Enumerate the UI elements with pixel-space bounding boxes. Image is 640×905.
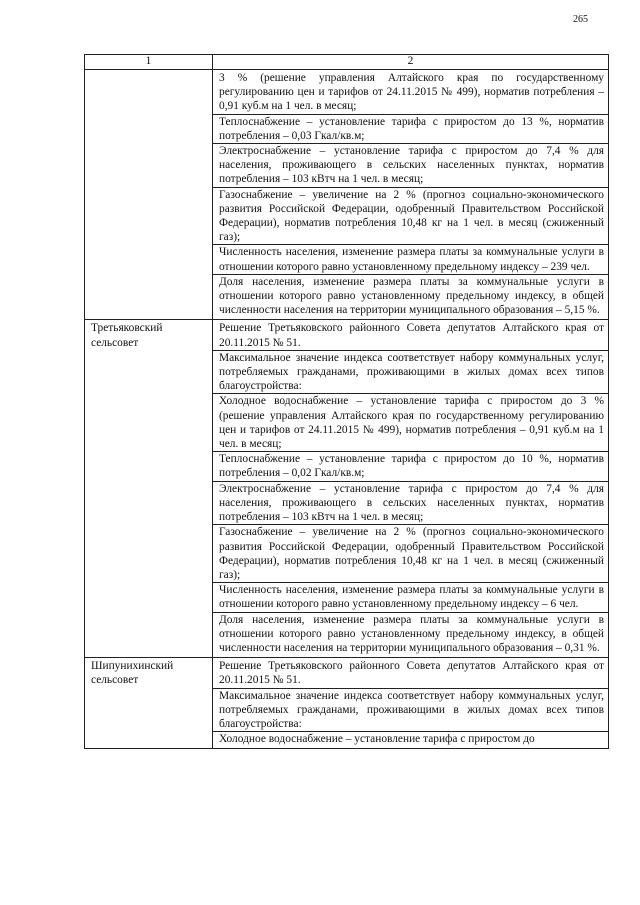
- detail-paragraph: Максимальное значение индекса соответствует набору коммунальных услуг, потребляемых гражданами, проживающими в жилых домах всех типов благоустройства:: [213, 351, 608, 395]
- table-row: [85, 70, 609, 320]
- column-header-1: 1: [85, 55, 213, 70]
- page-number: 265: [573, 14, 588, 25]
- municipality-name: [85, 70, 213, 320]
- detail-paragraph: Максимальное значение индекса соответствует набору коммунальных услуг, потребляемых гражданами, проживающими в жилых домах всех типов благоустройства:: [213, 689, 608, 733]
- detail-paragraph: Теплоснабжение – установление тарифа с приростом до 10 %, норматив потребления – 0,02 Гкал/кв.м;: [213, 452, 608, 481]
- table-row: [85, 658, 609, 749]
- column-header-2: 2: [213, 55, 609, 70]
- detail-paragraph: Электроснабжение – установление тарифа с приростом до 7,4 % для населения, проживающего в сельских населенных пунктах, норматив потребления – 103 кВтч на 1 чел. в месяц;: [213, 144, 608, 188]
- detail-paragraph: Решение Третьяковского районного Совета депутатов Алтайского края от 20.11.2015 № 51.: [213, 321, 608, 350]
- municipality-name: Третьяковский сельсовет: [85, 320, 213, 658]
- municipality-details: [213, 320, 609, 658]
- municipal-index-table: [84, 54, 609, 749]
- municipality-name: Шипунихинский сельсовет: [85, 658, 213, 749]
- detail-paragraph: 3 % (решение управления Алтайского края по государственному регулированию цен и тарифов от 24.11.2015 № 499), норматив потребления – 0,91 куб.м на 1 чел. в месяц;: [213, 71, 608, 115]
- detail-paragraph: Электроснабжение – установление тарифа с приростом до 7,4 % для населения, проживающего в сельских населенных пунктах, норматив потребления – 103 кВтч на 1 чел. в месяц;: [213, 482, 608, 526]
- detail-paragraph: Газоснабжение – увеличение на 2 % (прогноз социально-экономического развития Российской Федерации, одобренный Правительством Российской Федерации), норматив потребления 10,48 кг на 1 чел. в месяц (сжиженный газ);: [213, 525, 608, 583]
- detail-paragraph: Газоснабжение – увеличение на 2 % (прогноз социально-экономического развития Российской Федерации, одобренный Правительством Российской Федерации), норматив потребления 10,48 кг на 1 чел. в месяц (сжиженный газ);: [213, 188, 608, 246]
- municipality-details: [213, 70, 609, 320]
- detail-paragraph: Холодное водоснабжение – установление тарифа с приростом до 3 % (решение управления Алтайского края по государственному регулированию цен и тарифов от 24.11.2015 № 499), норматив потребления – 0,91 куб.м на 1 чел. в месяц;: [213, 394, 608, 452]
- detail-paragraph: Численность населения, изменение размера платы за коммунальные услуги в отношении которого равно установленному предельному индексу – 239 чел.: [213, 245, 608, 274]
- table-header-row: [85, 55, 609, 70]
- detail-paragraph: Теплоснабжение – установление тарифа с приростом до 13 %, норматив потребления – 0,03 Гкал/кв.м;: [213, 115, 608, 144]
- detail-paragraph: Решение Третьяковского районного Совета депутатов Алтайского края от 20.11.2015 № 51.: [213, 659, 608, 688]
- detail-paragraph: Холодное водоснабжение – установление тарифа с приростом до: [219, 733, 535, 746]
- detail-paragraph: Доля населения, изменение размера платы за коммунальные услуги в отношении которого равно установленному предельному индексу, в общей численности населения на территории муниципального образования – 0,31 %.: [219, 613, 604, 654]
- table-row: [85, 320, 609, 658]
- detail-paragraph: Численность населения, изменение размера платы за коммунальные услуги в отношении которого равно установленному предельному индексу – 6 чел.: [213, 583, 608, 612]
- municipality-details: [213, 658, 609, 749]
- detail-paragraph: Доля населения, изменение размера платы за коммунальные услуги в отношении которого равно установленному предельному индексу, в общей численности населения на территории муниципального образования – 5,15 %.: [219, 275, 604, 317]
